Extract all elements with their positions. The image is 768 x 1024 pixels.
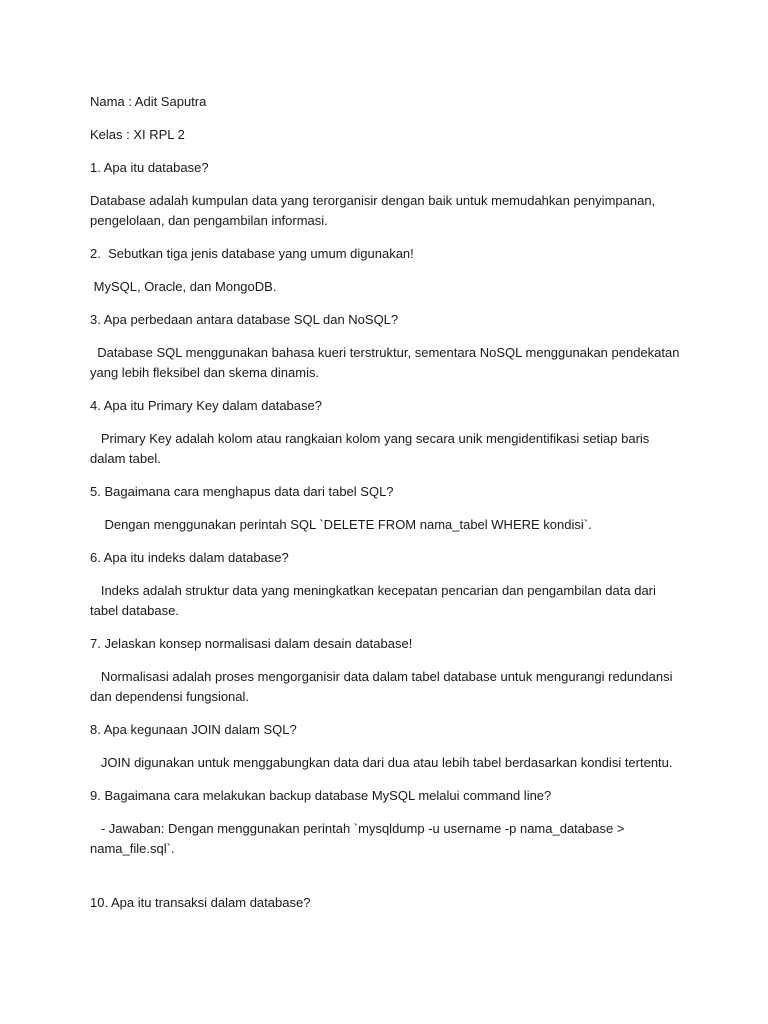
answer-9: - Jawaban: Dengan menggunakan perintah `mysqldump -u username -p nama_database > nama_file.sql`.: [90, 821, 629, 856]
question-1: 1. Apa itu database?: [90, 160, 209, 175]
answer-4: Primary Key adalah kolom atau rangkaian kolom yang secara unik mengidentifikasi setiap baris dalam tabel.: [90, 431, 653, 466]
question-3: 3. Apa perbedaan antara database SQL dan NoSQL?: [90, 312, 399, 327]
question-6: 6. Apa itu indeks dalam database?: [90, 550, 289, 565]
question-5: 5. Bagaimana cara menghapus data dari tabel SQL?: [90, 484, 394, 499]
answer-3: Database SQL menggunakan bahasa kueri terstruktur, sementara NoSQL menggunakan pendekatan yang lebih fleksibel dan skema dinamis.: [90, 345, 684, 380]
answer-8: JOIN digunakan untuk menggabungkan data dari dua atau lebih tabel berdasarkan kondisi tertentu.: [90, 755, 673, 770]
answer-2: MySQL, Oracle, dan MongoDB.: [90, 279, 277, 294]
student-class: Kelas : XI RPL 2: [90, 127, 185, 142]
question-4: 4. Apa itu Primary Key dalam database?: [90, 398, 322, 413]
question-8: 8. Apa kegunaan JOIN dalam SQL?: [90, 722, 297, 737]
answer-1: Database adalah kumpulan data yang terorganisir dengan baik untuk memudahkan penyimpanan, pengelolaan, dan pengambilan informasi.: [90, 193, 659, 228]
question-10: 10. Apa itu transaksi dalam database?: [90, 895, 311, 910]
question-7: 7. Jelaskan konsep normalisasi dalam desain database!: [90, 636, 413, 651]
answer-7: Normalisasi adalah proses mengorganisir data dalam tabel database untuk mengurangi redundansi dan dependensi fungsional.: [90, 669, 677, 704]
student-name: Nama : Adit Saputra: [90, 94, 207, 109]
question-2: 2. Sebutkan tiga jenis database yang umum digunakan!: [90, 246, 414, 261]
document-content: [90, 92, 684, 926]
answer-6: Indeks adalah struktur data yang meningkatkan kecepatan pencarian dan pengambilan data dari tabel database.: [90, 583, 660, 618]
answer-5: Dengan menggunakan perintah SQL `DELETE FROM nama_tabel WHERE kondisi`.: [90, 517, 592, 532]
question-9: 9. Bagaimana cara melakukan backup database MySQL melalui command line?: [90, 788, 552, 803]
